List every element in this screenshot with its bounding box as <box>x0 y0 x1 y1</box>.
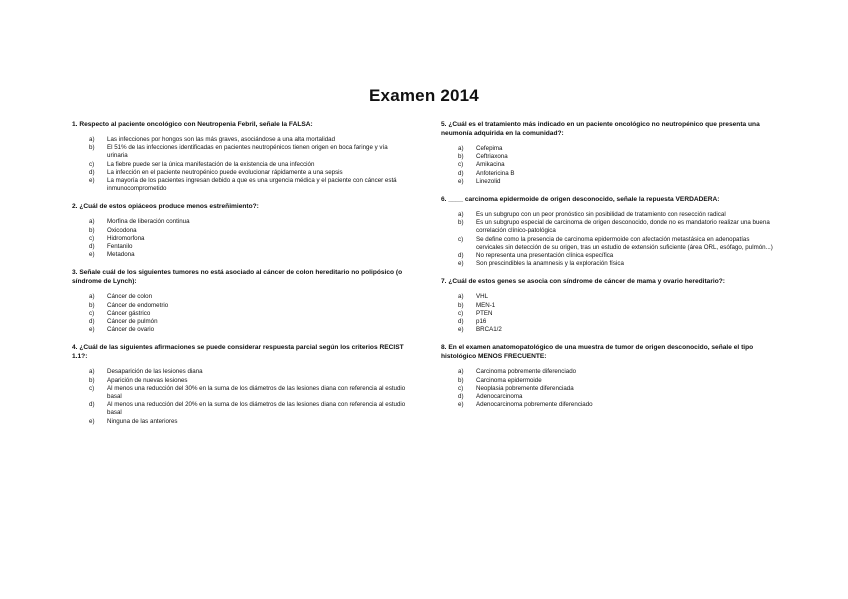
answer-option <box>458 211 776 219</box>
option-text: Metadona <box>107 251 135 259</box>
option-text: p16 <box>476 318 487 326</box>
option-text: Adenocarcinoma <box>476 393 523 401</box>
option-letter: b) <box>89 301 95 309</box>
option-text: PTEN <box>476 309 493 317</box>
option-text: Al menos una reducción del 20% en la suma de los diámetros de las lesiones diana con referencia al estudio basal <box>107 401 406 417</box>
question <box>72 120 407 193</box>
option-text: MEN-1 <box>476 301 496 309</box>
answer-option <box>458 310 776 318</box>
option-text: Desaparición de las lesiones diana <box>107 368 203 376</box>
question <box>72 268 407 334</box>
option-letter: b) <box>89 226 95 234</box>
answer-option <box>458 302 776 310</box>
option-letter: b) <box>89 376 95 384</box>
question-text: 7. ¿Cuál de estos genes se asocia con síndrome de cáncer de mama y ovario hereditario?: <box>441 278 726 286</box>
option-letter: a) <box>89 293 95 301</box>
option-letter: a) <box>89 368 95 376</box>
option-letter: e) <box>458 177 464 185</box>
answer-option <box>89 385 407 401</box>
answer-option <box>458 170 776 178</box>
answer-option <box>89 177 407 193</box>
question-text: 3. Señale cuál de los siguientes tumores no está asociado al cáncer de colon hereditario no polipósico (o síndrome de Lynch): <box>72 269 403 286</box>
answer-option <box>458 293 776 301</box>
answer-option <box>458 161 776 169</box>
question <box>441 343 776 409</box>
answer-option <box>458 377 776 385</box>
question-text: 2. ¿Cuál de estos opiáceos produce menos estreñimiento?: <box>72 203 259 211</box>
option-letter: e) <box>458 326 464 334</box>
option-letter: d) <box>89 243 95 251</box>
answer-option <box>458 401 776 409</box>
answer-option <box>89 161 407 169</box>
option-text: Ninguna de las anteriores <box>107 417 178 425</box>
answer-option <box>458 260 776 268</box>
option-letter: c) <box>458 235 464 243</box>
answer-option <box>458 153 776 161</box>
option-letter: e) <box>89 251 95 259</box>
option-text: Fentanilo <box>107 243 133 251</box>
answer-option <box>89 235 407 243</box>
answer-option <box>458 178 776 186</box>
answer-option <box>89 326 407 334</box>
answer-option <box>89 318 407 326</box>
answer-option <box>458 385 776 393</box>
option-text: La fiebre puede ser la única manifestación de la existencia de una infección <box>107 160 315 168</box>
left-column <box>72 120 407 435</box>
option-text: Las infecciones por hongos son las más graves, asociándose a una alta mortalidad <box>107 136 336 143</box>
option-letter: b) <box>458 219 464 227</box>
answer-option <box>89 293 407 301</box>
right-column <box>441 120 776 418</box>
option-text: Es un subgrupo con un peor pronóstico sin posibilidad de tratamiento con resección radical <box>476 211 726 219</box>
answer-option <box>89 368 407 376</box>
answer-option <box>89 136 407 144</box>
option-letter: a) <box>89 136 95 143</box>
answer-option <box>89 227 407 235</box>
option-letter: c) <box>458 384 464 392</box>
option-text: Cáncer de pulmón <box>107 318 158 326</box>
option-text: Morfina de liberación continua <box>107 218 190 226</box>
option-text: Anfotericina B <box>476 169 515 177</box>
answer-option <box>89 302 407 310</box>
answer-option <box>458 219 776 235</box>
option-letter: c) <box>89 384 95 392</box>
question <box>72 202 407 259</box>
option-letter: d) <box>89 168 95 176</box>
option-letter: a) <box>458 211 464 219</box>
option-letter: e) <box>458 260 464 268</box>
option-letter: d) <box>458 318 464 326</box>
option-text: Carcinoma epidermoide <box>476 376 542 384</box>
answer-option <box>89 144 407 160</box>
question <box>441 277 776 334</box>
option-letter: d) <box>458 393 464 401</box>
option-text: Oxicodona <box>107 226 137 234</box>
option-text: Cefepima <box>476 145 503 152</box>
option-text: Amikacina <box>476 161 505 169</box>
question <box>441 120 776 186</box>
option-text: Hidromorfona <box>107 234 145 242</box>
option-letter: d) <box>458 252 464 260</box>
option-letter: e) <box>458 401 464 409</box>
question-text: 5. ¿Cuál es el tratamiento más indicado en un paciente oncológico no neutropénico que presenta una neumonía adquirida en la comunidad?: <box>441 121 760 137</box>
option-letter: a) <box>458 145 464 152</box>
option-letter: d) <box>458 169 464 177</box>
answer-option <box>458 236 776 252</box>
option-text: Carcinoma pobremente diferenciado <box>476 368 577 376</box>
option-letter: b) <box>458 301 464 309</box>
answer-option <box>89 243 407 251</box>
option-text: Son prescindibles la anamnesis y la exploración física <box>476 260 624 268</box>
option-letter: a) <box>89 218 95 226</box>
option-text: Cáncer de endometrio <box>107 301 169 309</box>
option-text: Se define como la presencia de carcinoma epidermoide con afectación metastásica en adenopatías cervicales sin detección de su origen, tras un estudio de extensión suficiente (área ORL, esófago, pulmón...) <box>476 235 773 251</box>
answer-option <box>89 377 407 385</box>
option-letter: c) <box>458 161 464 169</box>
option-text: El 51% de las infecciones identificadas en pacientes neutropénicos tienen origen en boca faringe y vía urinaria <box>107 144 388 160</box>
option-letter: c) <box>89 309 95 317</box>
option-letter: e) <box>89 177 95 185</box>
option-text: Linezolid <box>476 177 501 185</box>
page-title: Examen 2014 <box>369 86 479 105</box>
answer-option <box>89 310 407 318</box>
answer-option <box>458 318 776 326</box>
answer-option <box>89 218 407 226</box>
option-letter: b) <box>458 376 464 384</box>
question <box>72 343 407 425</box>
option-text: No representa una presentación clínica específica <box>476 252 614 260</box>
option-letter: a) <box>458 293 464 301</box>
option-text: Cáncer de colon <box>107 293 153 301</box>
answer-option <box>89 169 407 177</box>
answer-option <box>458 252 776 260</box>
option-letter: c) <box>89 160 95 168</box>
option-letter: a) <box>458 368 464 376</box>
question <box>441 195 776 268</box>
answer-option <box>458 368 776 376</box>
option-letter: c) <box>89 234 95 242</box>
option-letter: d) <box>89 401 95 409</box>
option-text: Es un subgrupo especial de carcinoma de origen desconocido, donde no es mandatorio realizar una buena correlación clínico-patológica <box>476 219 770 235</box>
option-text: Adenocarcinoma pobremente diferenciado <box>476 401 593 409</box>
option-letter: d) <box>89 318 95 326</box>
option-text: La mayoría de los pacientes ingresan debido a que es una urgencia médica y el paciente con cáncer está inmunocomprometido <box>107 177 397 193</box>
option-letter: c) <box>458 309 464 317</box>
answer-option <box>89 418 407 426</box>
option-text: Cáncer gástrico <box>107 309 151 317</box>
option-letter: b) <box>89 144 95 152</box>
answer-option <box>458 393 776 401</box>
question-text: 8. En el examen anatomopatológico de una muestra de tumor de origen desconocido, señale el tipo histológico MENOS FRECUENTE: <box>441 344 754 361</box>
option-letter: b) <box>458 153 464 161</box>
option-text: La infección en el paciente neutropénico puede evolucionar rápidamente a una sepsis <box>107 168 343 176</box>
answer-option <box>458 326 776 334</box>
option-text: Cáncer de ovario <box>107 326 155 334</box>
question-text: 4. ¿Cuál de las siguientes afirmaciones se puede considerar respuesta parcial según los criterios RECIST 1.1?: <box>72 344 404 361</box>
question-text: 6. ____ carcinoma epidermoide de origen desconocido, señale la repuesta VERDADERA: <box>441 196 720 204</box>
answer-option <box>89 251 407 259</box>
answer-option <box>458 145 776 153</box>
option-text: Neoplasia pobremente diferenciada <box>476 384 574 392</box>
option-text: Aparición de nuevas lesiones <box>107 376 188 384</box>
option-text: VHL <box>476 293 489 301</box>
option-letter: e) <box>89 326 95 334</box>
option-text: BRCA1/2 <box>476 326 502 334</box>
answer-option <box>89 401 407 417</box>
option-letter: e) <box>89 417 95 425</box>
option-text: Al menos una reducción del 30% en la suma de los diámetros de las lesiones diana con referencia al estudio basal <box>107 384 406 401</box>
option-text: Ceftriaxona <box>476 153 508 161</box>
question-text: 1. Respecto al paciente oncológico con Neutropenia Febril, señale la FALSA: <box>72 121 313 128</box>
